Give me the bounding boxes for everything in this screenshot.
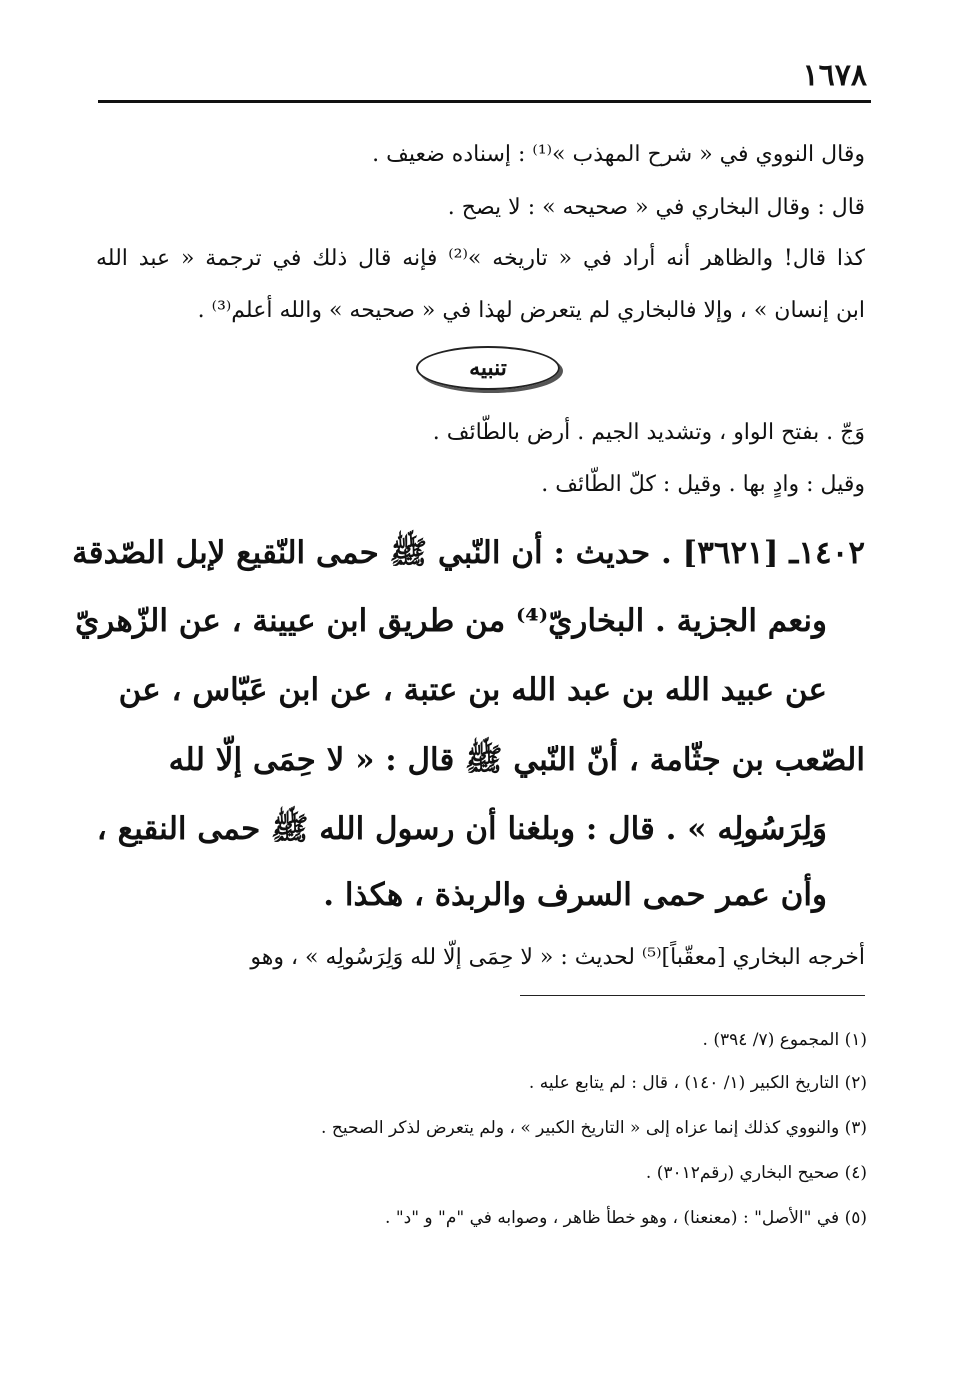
footnote-rule — [520, 995, 865, 996]
paragraph-line-4: ابن إنسان » ، وإلا فالبخاري لم يتعرض لهذا في « صحيحه » والله أعلم⁽³⁾ . — [197, 298, 865, 323]
footnote-2: (٢) التاريخ الكبير (١/ ١٤٠) ، قال : لم يتابع عليه . — [528, 1073, 867, 1093]
hadith-line-2: ونعم الجزية . البخاريّ⁽⁴⁾ من طريق ابن عيينة ، عن الزّهريّ — [75, 603, 827, 639]
tanbih-heading: تنبيه — [416, 346, 560, 390]
hadith-line-3: عن عبيد الله بن عبد الله بن عتبة ، عن ابن عَبّاس ، عن — [118, 672, 827, 708]
paragraph-line-3: كذا قال! والظاهر أنه أراد في « تاريخه »⁽²⁾ فإنه قال ذلك في ترجمة « عبد الله — [96, 246, 865, 271]
tanbih-line-2: وقيل : وادٍ بها . وقيل : كلّ الطّائف . — [541, 472, 865, 497]
footnote-4: (٤) صحيح البخاري (رقم٣٠١٢) . — [645, 1163, 867, 1183]
tanbih-line-1: وَجّ . بفتح الواو ، وتشديد الجيم . أرض بالطّائف . — [432, 420, 865, 445]
hadith-line-1: ١٤٠٢ـ [٣٦٢١] . حديث : أن النّبي ﷺ حمى النّقيع لإبل الصّدقة — [72, 535, 865, 571]
after-hadith-line: أخرجه البخاري [معقّباً]⁽⁵⁾ لحديث : « لا حِمَى إلّا لله وَلِرَسُولِه » ، وهو — [250, 945, 865, 970]
hadith-line-4: الصّعب بن جثّامة ، أنّ النّبي ﷺ قال : « لا حِمَى إلّا لله — [168, 742, 865, 778]
footnote-3: (٣) والنووي كذلك إنما عزاه إلى « التاريخ الكبير » ، ولم يتعرض لذكر الصحيح . — [321, 1118, 867, 1138]
header-rule — [98, 100, 871, 103]
footnote-5: (٥) في "الأصل" : (معنعنا) ، وهو خطأ ظاهر ، وصوابه في "م" و "د" . — [385, 1208, 867, 1228]
paragraph-line-1: وقال النووي في « شرح المهذب »⁽¹⁾ : إسناده ضعيف . — [372, 142, 865, 167]
paragraph-line-2: قال : وقال البخاري في « صحيحه » : لا يصح . — [447, 195, 865, 220]
hadith-line-5: وَلِرَسُولِه » . قال : وبلغنا أن رسول الله ﷺ حمى النقيع ، — [96, 811, 827, 847]
page-number: ١٦٧٨ — [802, 58, 867, 93]
hadith-line-6: وأن عمر حمى السرف والربذة ، هكذا . — [323, 877, 827, 913]
footnote-1: (١) المجموع (٧/ ٣٩٤) . — [702, 1030, 867, 1050]
